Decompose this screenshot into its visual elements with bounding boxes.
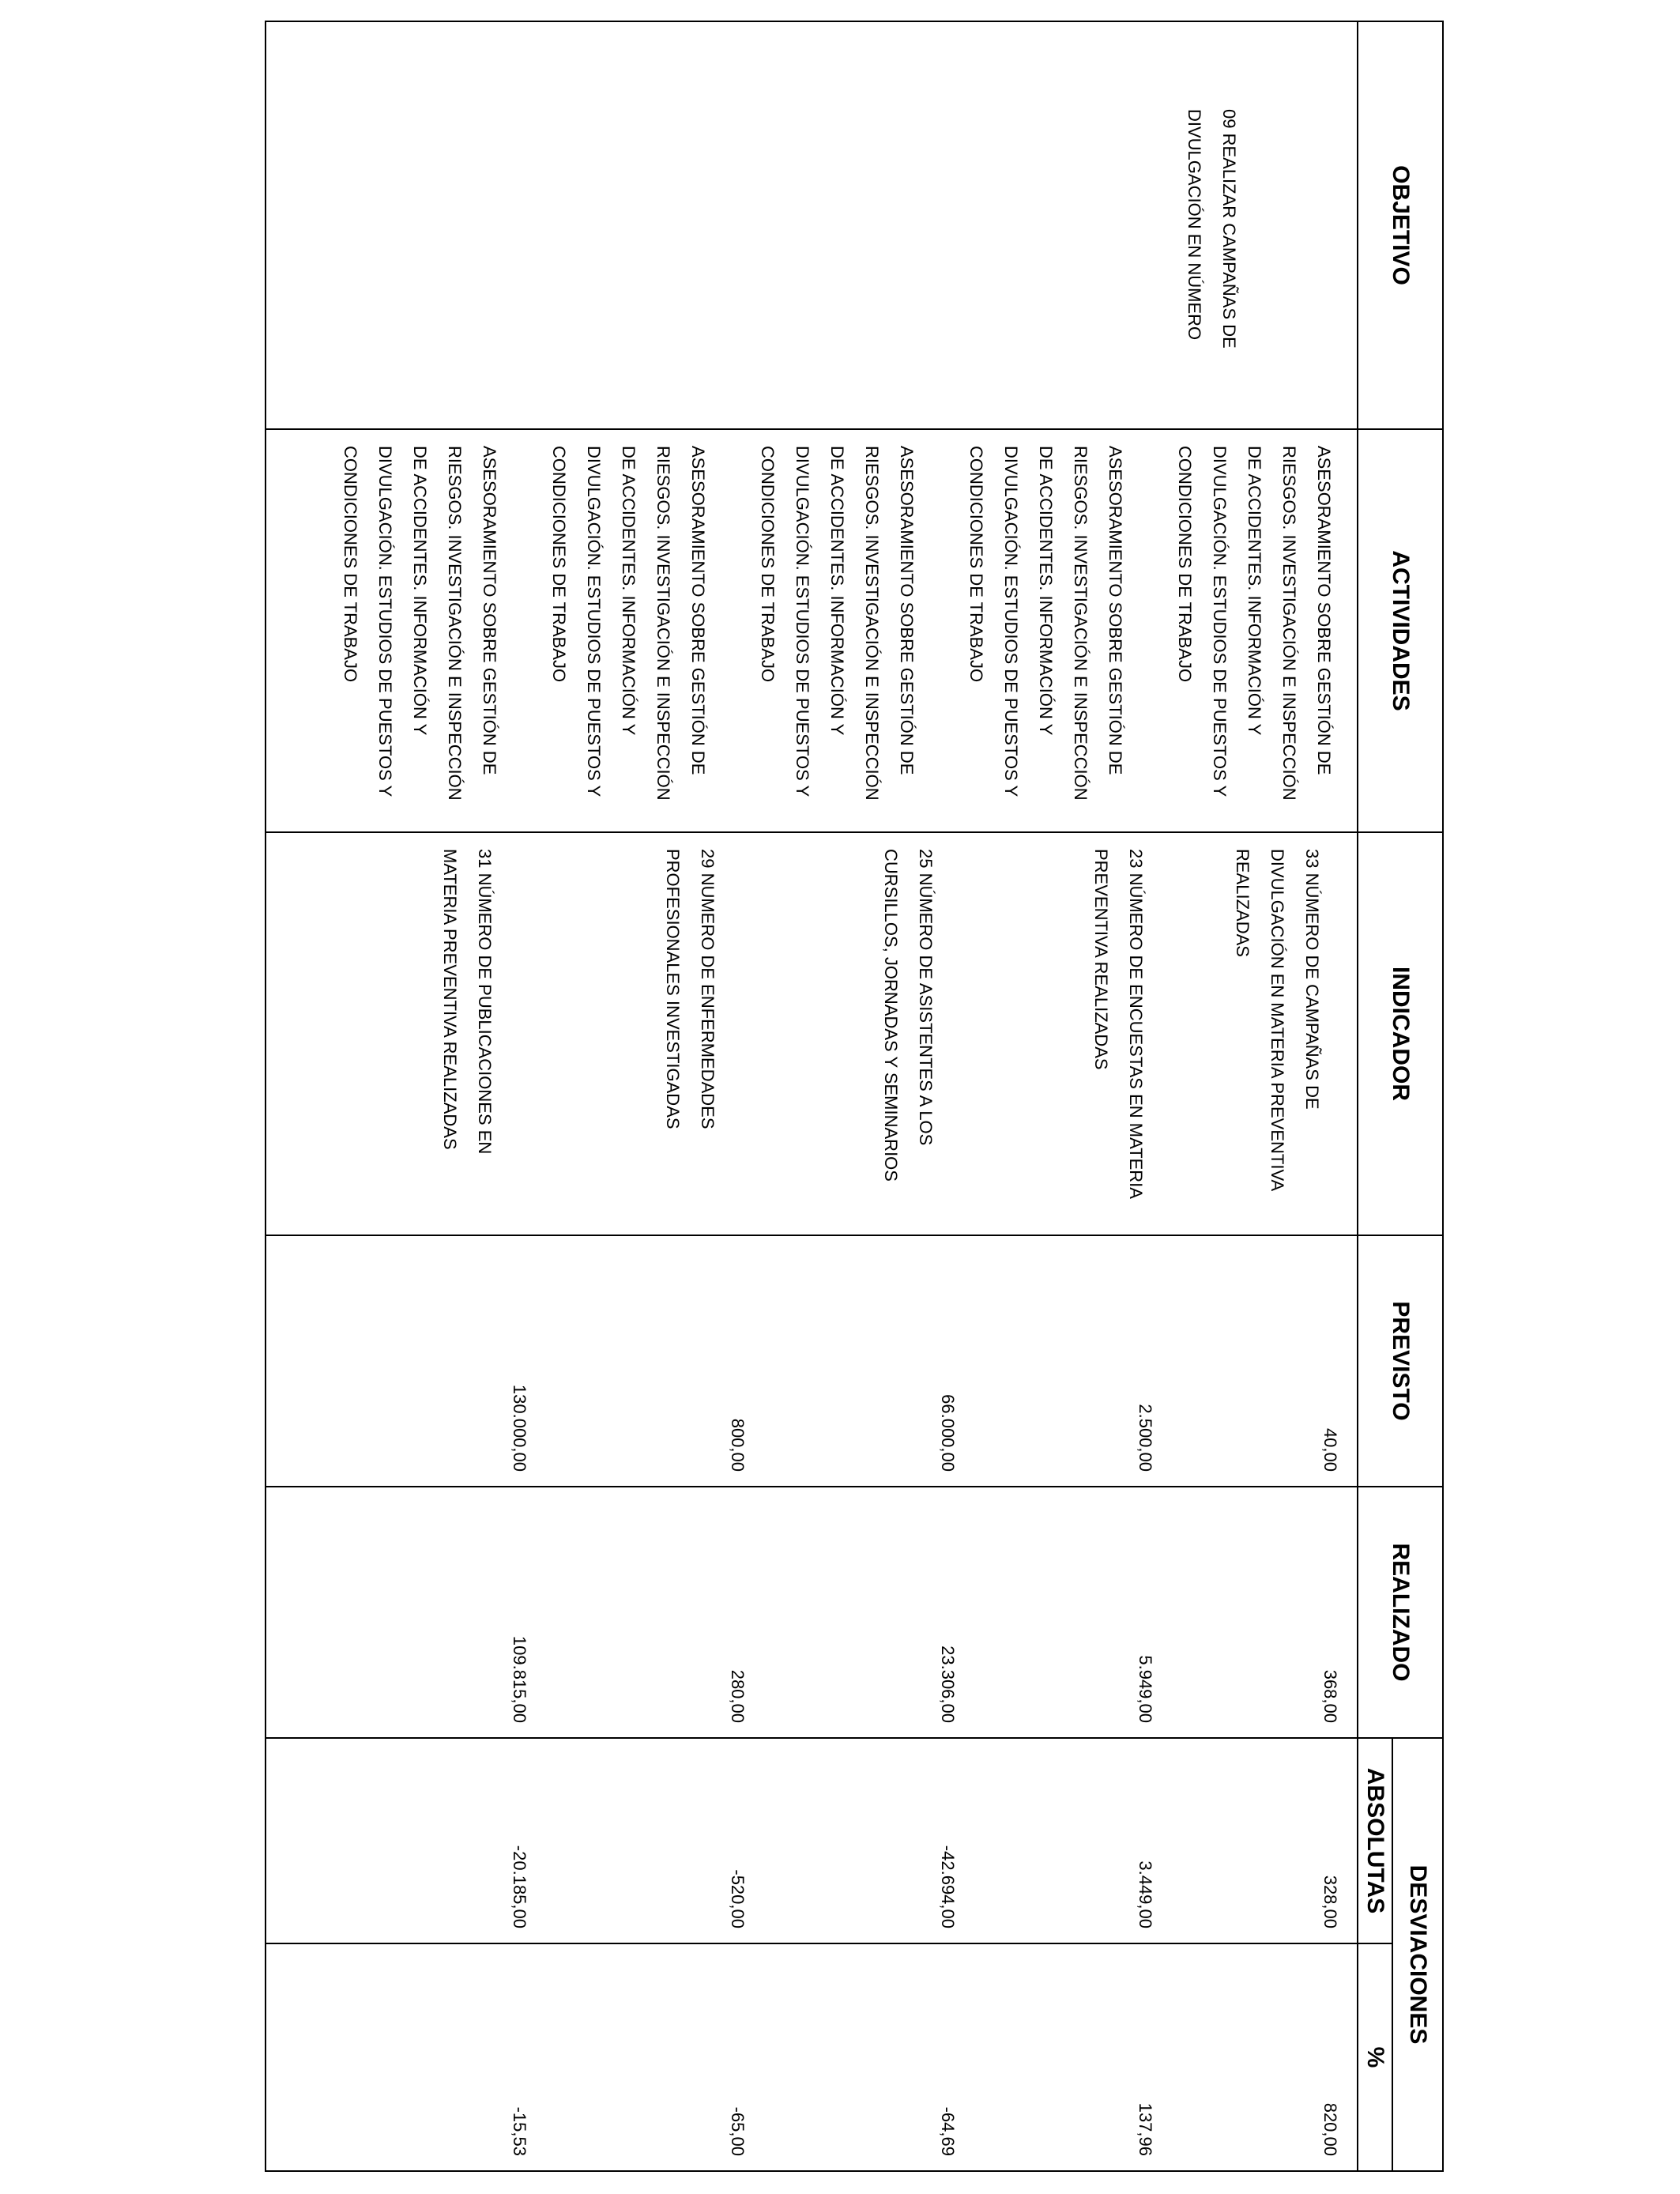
previsto-value: 2.500,00 [1136, 1404, 1155, 1472]
absolutas-value: 3.449,00 [1136, 1860, 1155, 1928]
actividad-text: ASESORAMIENTO SOBRE GESTIÓN DE RIESGOS. INVESTIGACIÓN E INSPECCIÓN DE ACCIDENTES. INFORMACIÓN Y DIVULGACIÓN. ESTUDIOS DE PUESTOS Y CONDICIONES DE TRABAJO [341, 446, 499, 801]
indicador-text: 31 NÚMERO DE PUBLICACIONES EN MATERIA PREVENTIVA REALIZADAS [440, 849, 495, 1155]
header-desviaciones: DESVIACIONES [1392, 1738, 1443, 2171]
absolutas-value: -520,00 [728, 1869, 748, 1928]
cell-indicador [266, 832, 1358, 1235]
indicador-text: 25 NÚMERO DE ASISTENTES A LOS CURSILLOS, JORNADAS Y SEMINARIOS [881, 849, 936, 1182]
percent-value: -65,00 [728, 2106, 748, 2156]
absolutas-value: -20.185,00 [510, 1845, 529, 1928]
percent-value: 820,00 [1320, 2102, 1340, 2156]
header-objetivo: OBJETIVO [1358, 21, 1443, 429]
percent-value: -64,69 [938, 2106, 958, 2156]
percent-value: 137,96 [1136, 2102, 1155, 2156]
actividad-text: ASESORAMIENTO SOBRE GESTIÓN DE RIESGOS. INVESTIGACIÓN E INSPECCIÓN DE ACCIDENTES. INFORMACIÓN Y DIVULGACIÓN. ESTUDIOS DE PUESTOS Y CONDICIONES DE TRABAJO [758, 446, 917, 801]
realizado-value: 23.306,00 [938, 1646, 958, 1723]
actividad-text: ASESORAMIENTO SOBRE GESTIÓN DE RIESGOS. INVESTIGACIÓN E INSPECCIÓN DE ACCIDENTES. INFORMACIÓN Y DIVULGACIÓN. ESTUDIOS DE PUESTOS Y CONDICIONES DE TRABAJO [966, 446, 1125, 801]
rotated-table-container [266, 21, 1444, 2170]
indicador-text: 33 NÚMERO DE CAMPAÑAS DE DIVULGACIÓN EN MATERIA PREVENTIVA REALIZADAS [1233, 849, 1322, 1190]
header-previsto: PREVISTO [1358, 1235, 1443, 1487]
realizado-value: 109.815,00 [510, 1635, 529, 1723]
cell-percent [266, 1943, 1358, 2171]
header-indicador: INDICADOR [1358, 832, 1443, 1235]
header-percent: % [1358, 1943, 1392, 2171]
cell-objetivo [266, 21, 1358, 429]
previsto-value: 800,00 [728, 1418, 748, 1472]
cell-absolutas [266, 1738, 1358, 1943]
previsto-value: 40,00 [1320, 1427, 1340, 1472]
previsto-value: 66.000,00 [938, 1394, 958, 1472]
previsto-value: 130.000,00 [510, 1384, 529, 1472]
header-row-1 [1392, 21, 1443, 2171]
indicators-table [265, 21, 1444, 2172]
header-actividades: ACTIVIDADES [1358, 429, 1443, 832]
realizado-value: 5.949,00 [1136, 1655, 1155, 1723]
cell-actividades [266, 429, 1358, 832]
body-row [266, 21, 1358, 2171]
indicador-text: 23 NÚMERO DE ENCUESTAS EN MATERIA PREVENTIVA REALIZADAS [1091, 849, 1146, 1198]
objetivo-text: 09 REALIZAR CAMPAÑAS DE DIVULGACIÓN EN NÚMERO [1185, 109, 1239, 349]
actividad-text: ASESORAMIENTO SOBRE GESTIÓN DE RIESGOS. INVESTIGACIÓN E INSPECCIÓN DE ACCIDENTES. INFORMACIÓN Y DIVULGACIÓN. ESTUDIOS DE PUESTOS Y CONDICIONES DE TRABAJO [549, 446, 708, 801]
absolutas-value: -42.694,00 [938, 1845, 958, 1928]
percent-value: -15,53 [510, 2106, 529, 2156]
header-realizado: REALIZADO [1358, 1487, 1443, 1738]
cell-realizado [266, 1487, 1358, 1738]
absolutas-value: 328,00 [1320, 1875, 1340, 1928]
actividad-text: ASESORAMIENTO SOBRE GESTIÓN DE RIESGOS. INVESTIGACIÓN E INSPECCIÓN DE ACCIDENTES. INFORMACIÓN Y DIVULGACIÓN. ESTUDIOS DE PUESTOS Y CONDICIONES DE TRABAJO [1175, 446, 1334, 801]
header-absolutas: ABSOLUTAS [1358, 1738, 1392, 1943]
realizado-value: 280,00 [728, 1669, 748, 1723]
realizado-value: 368,00 [1320, 1669, 1340, 1723]
indicador-text: 29 NUMERO DE ENFERMEDADES PROFESIONALES INVESTIGADAS [663, 849, 718, 1129]
cell-previsto [266, 1235, 1358, 1487]
